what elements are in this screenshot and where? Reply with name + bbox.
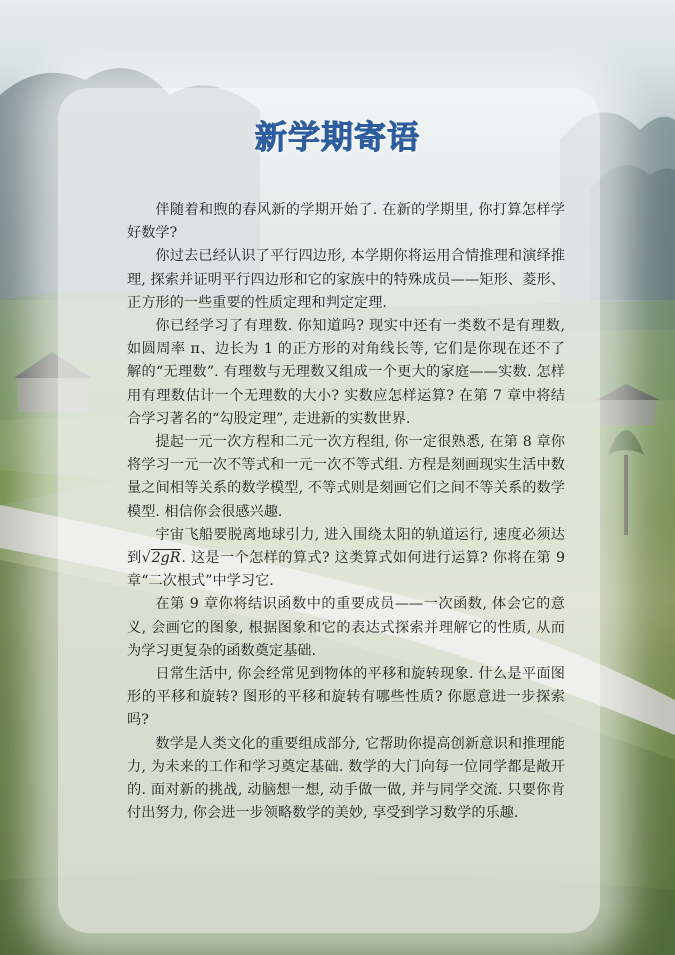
paragraph: 提起一元一次方程和二元一次方程组, 你一定很熟悉, 在第 8 章你将学习一元一次不等式和一元一次不等式组. 方程是刻画现实生活中数量之间相等关系的数学模型, 不等式则是刻画它们之间不等关系的数学模型. 相信你会很感兴趣. xyxy=(127,434,565,520)
paragraph-text: . 这是一个怎样的算式? 这类算式如何进行运算? 你将在第 9 章“二次根式”中学习它. xyxy=(127,550,565,590)
radical-sign: √ xyxy=(141,550,151,567)
paragraph: 你已经学习了有理数. 你知道吗? 现实中还有一类数不是有理数, 如圆周率 π、边长为 1 的正方形的对角线长等, 它们是你现在还不了解的“无理数”. 有理数与无理数又组成一个更大的家庭——实数. 怎样用有理数估计一个无理数的大小? 实数应怎样运算? 在第 7 章中将结合学习著名的“勾股定理”, 走进新的实数世界. xyxy=(127,318,565,427)
square-root-formula xyxy=(142,549,182,566)
paragraph: 数学是人类文化的重要组成部分, 它帮助你提高创新意识和推理能力, 为未来的工作和学习奠定基础. 数学的大门向每一位同学都是敞开的. 面对新的挑战, 动脑想一想, 动手做一做, 并与同学交流. 只要你肯付出努力, 你会进一步领略数学的美妙, 享受到学习数学的乐趣. xyxy=(127,735,565,822)
paragraph: 你过去已经认识了平行四边形, 本学期你将运用合情推理和演绎推理, 探索并证明平行四边形和它的家族中的特殊成员——矩形、菱形、正方形的一些重要的性质定理和判定定理. xyxy=(127,248,565,311)
body-text xyxy=(127,199,565,825)
paragraph-with-formula xyxy=(127,524,565,594)
paragraph: 在第 9 章你将结识函数中的重要成员——一次函数, 体会它的意义, 会画它的图象, 根据图象和它的表达式探索并理解它的性质, 从而为学习更复杂的函数奠定基础. xyxy=(127,596,565,659)
paragraph: 伴随着和煦的春风新的学期开始了. 在新的学期里, 你打算怎样学好数学? xyxy=(127,202,565,242)
paragraph-text: 宇宙飞船要脱离地球引力, 进入围绕太阳的轨道运行, 速度必须达到 xyxy=(127,526,565,567)
paragraph: 日常生活中, 你会经常见到物体的平移和旋转现象. 什么是平面图形的平移和旋转? 图形的平移和旋转有哪些性质? 你愿意进一步探索吗? xyxy=(127,666,565,729)
radicand: 2gR xyxy=(151,550,181,567)
page-title: 新学期寄语 xyxy=(254,118,420,156)
